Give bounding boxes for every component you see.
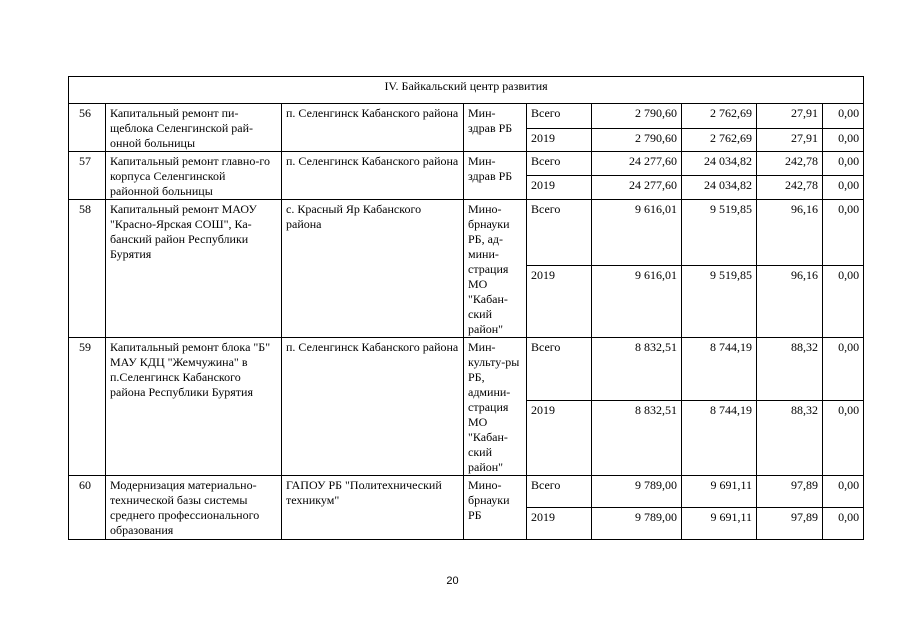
- local-amount-cell: 0,00: [823, 176, 864, 200]
- total-amount-cell: 8 832,51: [592, 401, 682, 476]
- period-cell: 2019: [527, 508, 592, 540]
- regional-amount-cell: 242,78: [757, 152, 823, 176]
- responsible-agency: Мин-культу-ры РБ, админи-страция МО "Кабан-ский район": [464, 338, 527, 476]
- table-row: [69, 338, 864, 401]
- page-number: 20: [446, 575, 459, 587]
- federal-amount-cell: 9 519,85: [682, 265, 757, 337]
- total-amount-cell: 9 789,00: [592, 508, 682, 540]
- local-amount-cell: 0,00: [823, 152, 864, 176]
- federal-amount-cell: 24 034,82: [682, 152, 757, 176]
- period-cell: Всего: [527, 200, 592, 266]
- period-cell: 2019: [527, 265, 592, 337]
- local-amount-cell: 0,00: [823, 476, 864, 508]
- local-amount-cell: 0,00: [823, 338, 864, 401]
- federal-amount-cell: 2 762,69: [682, 128, 757, 151]
- local-amount-cell: 0,00: [823, 200, 864, 266]
- period-cell: 2019: [527, 176, 592, 200]
- total-amount-cell: 24 277,60: [592, 176, 682, 200]
- section-title: IV. Байкальский центр развития: [69, 77, 864, 104]
- federal-amount-cell: 9 691,11: [682, 508, 757, 540]
- object-location: п. Селенгинск Кабанского района: [282, 152, 464, 200]
- period-cell: Всего: [527, 338, 592, 401]
- table-row: [69, 200, 864, 266]
- total-amount-cell: 9 616,01: [592, 200, 682, 266]
- row-number: 58: [69, 200, 106, 338]
- object-location: ГАПОУ РБ "Политехнический техникум": [282, 476, 464, 540]
- total-amount-cell: 8 832,51: [592, 338, 682, 401]
- total-amount-cell: 2 790,60: [592, 128, 682, 151]
- row-number: 57: [69, 152, 106, 200]
- row-number: 56: [69, 104, 106, 152]
- object-location: п. Селенгинск Кабанского района: [282, 104, 464, 152]
- object-name: Капитальный ремонт МАОУ "Красно-Ярская СОШ", Ка-банский район Республики Бурятия: [106, 200, 282, 338]
- responsible-agency: Мин-здрав РБ: [464, 152, 527, 200]
- regional-amount-cell: 242,78: [757, 176, 823, 200]
- federal-amount-cell: 2 762,69: [682, 104, 757, 129]
- regional-amount-cell: 88,32: [757, 338, 823, 401]
- total-amount-cell: 9 616,01: [592, 265, 682, 337]
- local-amount-cell: 0,00: [823, 508, 864, 540]
- regional-amount-cell: 27,91: [757, 128, 823, 151]
- object-location: п. Селенгинск Кабанского района: [282, 338, 464, 476]
- responsible-agency: Мино-брнауки РБ, ад-мини-страция МО "Кабан-ский район": [464, 200, 527, 338]
- federal-amount-cell: 9 691,11: [682, 476, 757, 508]
- object-name: Капитальный ремонт пи-щеблока Селенгинской рай-онной больницы: [106, 104, 282, 152]
- federal-amount-cell: 8 744,19: [682, 401, 757, 476]
- object-name: Капитальный ремонт главно-го корпуса Селенгинской районной больницы: [106, 152, 282, 200]
- federal-amount-cell: 9 519,85: [682, 200, 757, 266]
- period-cell: 2019: [527, 128, 592, 151]
- regional-amount-cell: 88,32: [757, 401, 823, 476]
- regional-amount-cell: 96,16: [757, 265, 823, 337]
- regional-amount-cell: 96,16: [757, 200, 823, 266]
- regional-amount-cell: 27,91: [757, 104, 823, 129]
- table-row: [69, 152, 864, 176]
- federal-amount-cell: 8 744,19: [682, 338, 757, 401]
- local-amount-cell: 0,00: [823, 128, 864, 151]
- table-row: [69, 104, 864, 129]
- section-header-row: [69, 77, 864, 104]
- total-amount-cell: 2 790,60: [592, 104, 682, 129]
- row-number: 60: [69, 476, 106, 540]
- projects-table: [68, 76, 864, 540]
- federal-amount-cell: 24 034,82: [682, 176, 757, 200]
- period-cell: 2019: [527, 401, 592, 476]
- object-name: Капитальный ремонт блока "Б" МАУ КДЦ "Жемчужина" в п.Селенгинск Кабанского района Республики Бурятия: [106, 338, 282, 476]
- local-amount-cell: 0,00: [823, 104, 864, 129]
- local-amount-cell: 0,00: [823, 265, 864, 337]
- responsible-agency: Мин-здрав РБ: [464, 104, 527, 152]
- regional-amount-cell: 97,89: [757, 508, 823, 540]
- responsible-agency: Мино-брнауки РБ: [464, 476, 527, 540]
- total-amount-cell: 24 277,60: [592, 152, 682, 176]
- table-row: [69, 476, 864, 508]
- period-cell: Всего: [527, 152, 592, 176]
- row-number: 59: [69, 338, 106, 476]
- total-amount-cell: 9 789,00: [592, 476, 682, 508]
- local-amount-cell: 0,00: [823, 401, 864, 476]
- period-cell: Всего: [527, 476, 592, 508]
- object-location: с. Красный Яр Кабанского района: [282, 200, 464, 338]
- object-name: Модернизация материально-технической базы системы среднего профессионального образования: [106, 476, 282, 540]
- period-cell: Всего: [527, 104, 592, 129]
- regional-amount-cell: 97,89: [757, 476, 823, 508]
